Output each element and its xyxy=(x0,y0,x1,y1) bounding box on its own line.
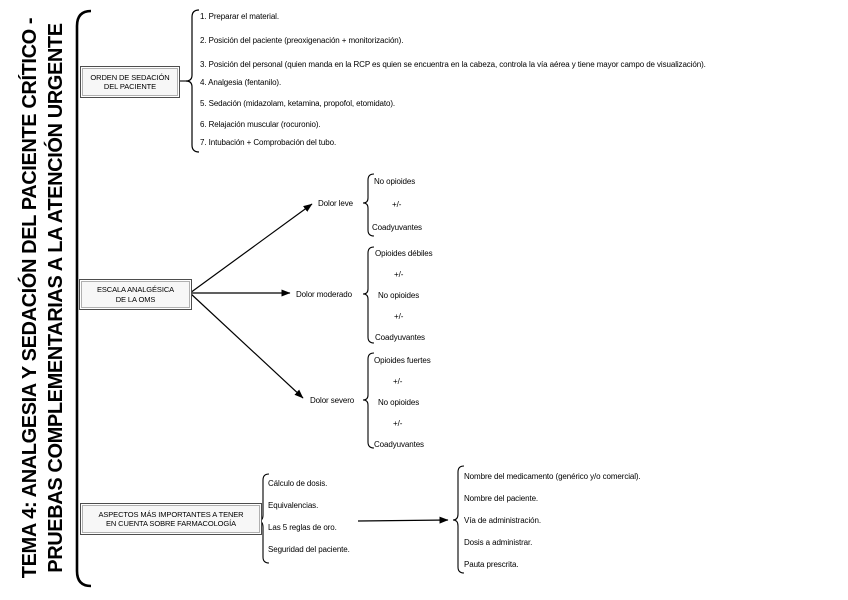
rule-item: Dosis a administrar. xyxy=(464,538,533,547)
sedation-step: 1. Preparar el material. xyxy=(200,12,279,21)
sedation-step: 4. Analgesia (fentanilo). xyxy=(200,78,282,87)
node-box-orden-sedacion xyxy=(80,66,180,98)
brace-dolor-moderado xyxy=(363,247,374,343)
ladder-item: +/- xyxy=(394,312,404,321)
node-box-label: ASPECTOS MÁS IMPORTANTES A TENER xyxy=(98,509,244,519)
branch-label-dolor-moderado: Dolor moderado xyxy=(296,290,352,299)
arrow-pharma-rules xyxy=(358,520,448,521)
pharma-item: Equivalencias. xyxy=(268,501,319,510)
pharma-item: Las 5 reglas de oro. xyxy=(268,523,337,532)
ladder-item: +/- xyxy=(392,200,402,209)
sedation-step: 2. Posición del paciente (preoxigenación + monitorización). xyxy=(200,36,404,45)
ladder-item: +/- xyxy=(393,377,403,386)
sedation-step: 3. Posición del personal (quien manda en la RCP es quien se encuentra en la cabeza, controla la vía aérea y tiene mayor campo de visualización). xyxy=(200,60,706,69)
ladder-item: Coadyuvantes xyxy=(372,223,422,232)
ladder-item: +/- xyxy=(393,419,403,428)
rule-item: Nombre del medicamento (genérico y/o comercial). xyxy=(464,472,641,481)
node-box-label: ORDEN DE SEDACIÓN xyxy=(90,72,170,82)
node-box-label: DE LA OMS xyxy=(115,294,156,304)
ladder-item: No opioides xyxy=(378,398,420,407)
ladder-item: No opioides xyxy=(374,177,416,186)
rule-item: Nombre del paciente. xyxy=(464,494,539,503)
ladder-item: Opioides fuertes xyxy=(374,356,431,365)
pharma-item: Cálculo de dosis. xyxy=(268,479,328,488)
rule-item: Pauta prescrita. xyxy=(464,560,519,569)
arrow-dolor-leve xyxy=(190,204,312,293)
arrow-dolor-severo xyxy=(190,293,303,398)
ladder-item: Coadyuvantes xyxy=(375,333,425,342)
brace-dolor-severo xyxy=(363,353,374,448)
ladder-item: Coadyuvantes xyxy=(374,440,424,449)
node-box-label: ESCALA ANALGÉSICA xyxy=(96,285,175,294)
node-box-farmacologia xyxy=(80,503,262,535)
pharma-rules-brace xyxy=(453,466,464,573)
ladder-item: No opioides xyxy=(378,291,420,300)
page-title-line-1: TEMA 4: ANALGESIA Y SEDACIÓN DEL PACIENTE CRÍTICO - xyxy=(19,17,41,579)
sedation-step: 6. Relajación muscular (rocuronio). xyxy=(200,120,321,129)
node-box-label: DEL PACIENTE xyxy=(103,82,157,91)
ladder-item: +/- xyxy=(394,270,404,279)
ladder-item: Opioides débiles xyxy=(375,249,433,258)
page-title xyxy=(17,0,69,598)
sedation-brace xyxy=(186,10,199,152)
node-box-escala-analgesica xyxy=(79,279,192,310)
page-title-line-2: PRUEBAS COMPLEMENTARIAS A LA ATENCIÓN URGENTE xyxy=(45,23,67,573)
rule-item: Vía de administración. xyxy=(464,516,541,525)
branch-label-dolor-severo: Dolor severo xyxy=(310,396,355,405)
node-box-label: EN CUENTA SOBRE FARMACOLOGÍA xyxy=(105,519,236,528)
sedation-step: 5. Sedación (midazolam, ketamina, propofol, etomidato). xyxy=(200,99,396,108)
sedation-step: 7. Intubación + Comprobación del tubo. xyxy=(200,138,337,147)
pharma-item: Seguridad del paciente. xyxy=(268,545,350,554)
branch-label-dolor-leve: Dolor leve xyxy=(318,199,354,208)
